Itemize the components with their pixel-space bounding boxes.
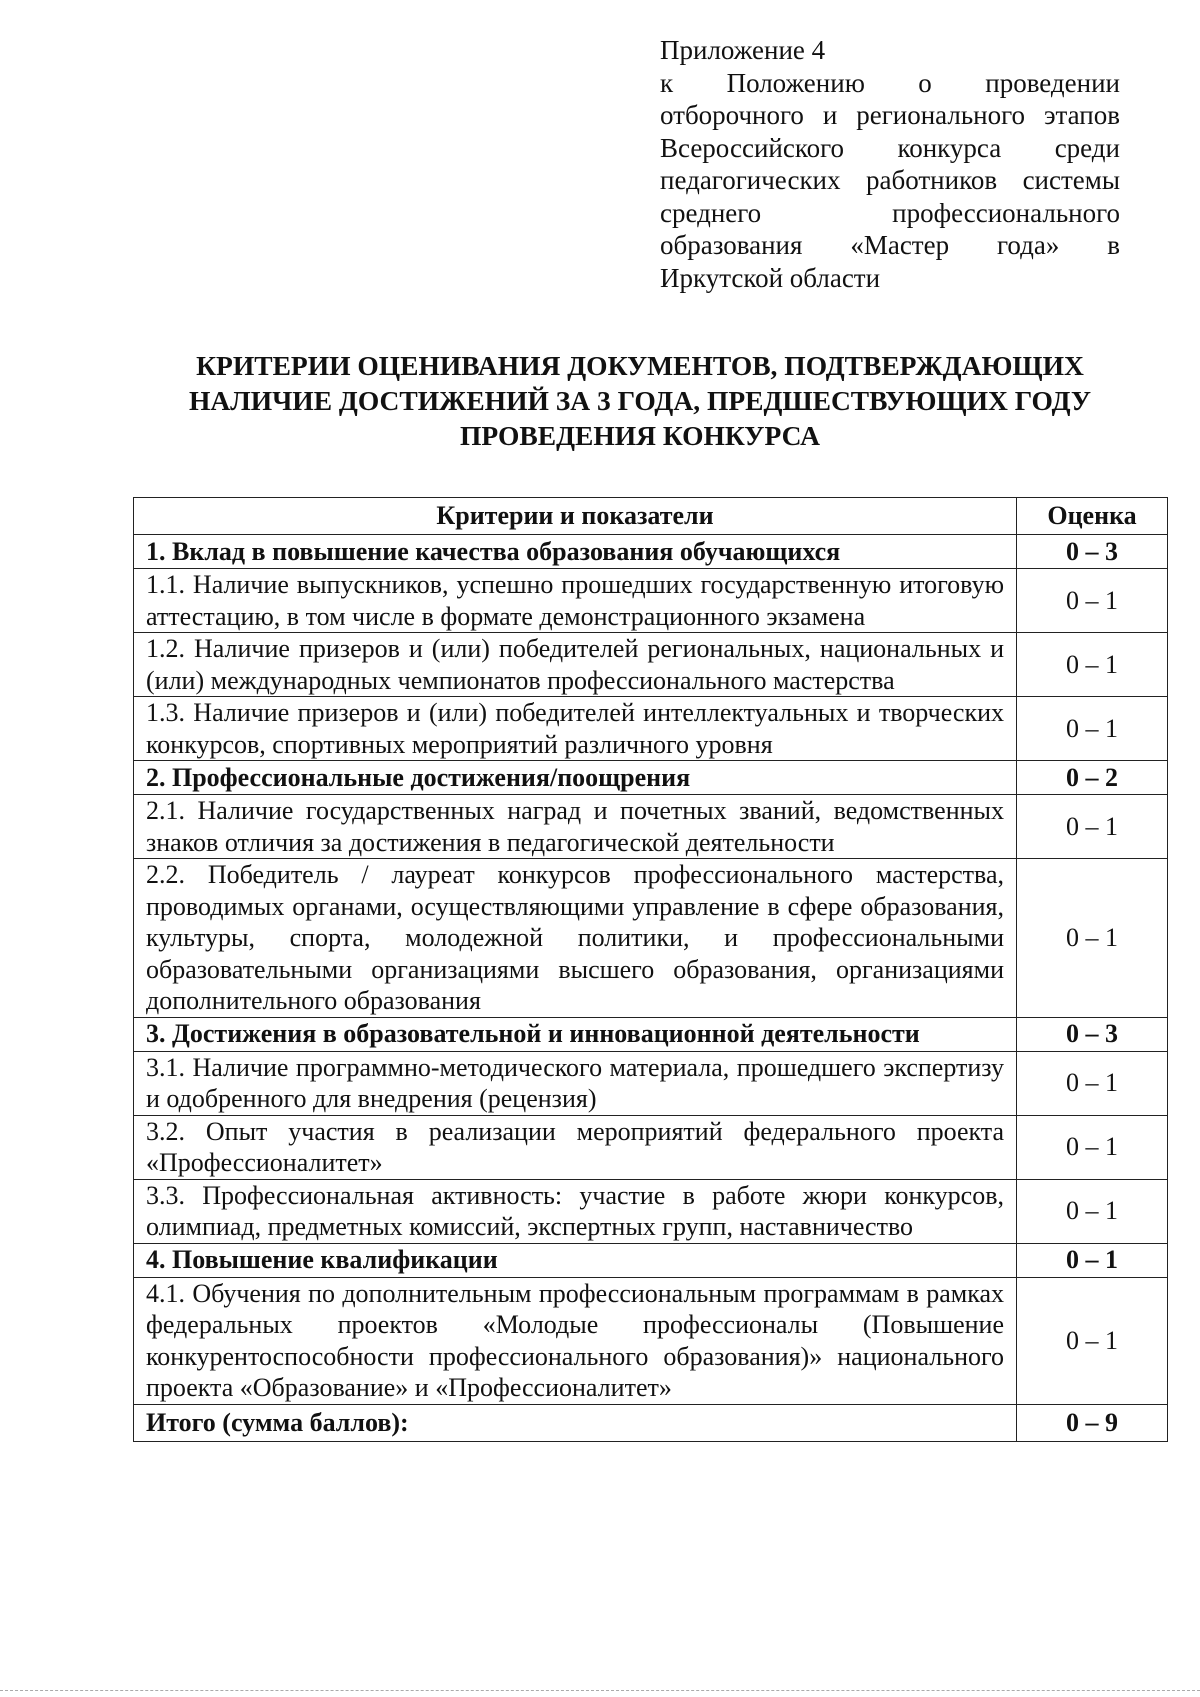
appendix-block <box>660 34 1120 294</box>
total-row <box>134 1404 1168 1441</box>
criterion-row <box>134 569 1168 633</box>
criterion-row <box>134 795 1168 859</box>
criteria-column-header: Критерии и показатели <box>134 498 1017 535</box>
appendix-line: к Положению о проведении <box>660 67 1120 98</box>
criteria-table <box>133 497 1168 1442</box>
score-column-header: Оценка <box>1017 498 1168 535</box>
criterion-text: 4.1. Обучения по дополнительным профессиональным программам в рамках федеральных проектов «Молодые профессионалы (Повышение конкурентоспособности профессионального образования)» национального проекта «Образование» и «Профессионалитет» <box>134 1277 1017 1404</box>
criterion-score: 0 – 1 <box>1017 1277 1168 1404</box>
criterion-row <box>134 1051 1168 1115</box>
appendix-line: Всероссийского конкурса среди <box>660 132 1120 163</box>
criterion-text: 2.1. Наличие государственных наград и почетных званий, ведомственных знаков отличия за достижения в педагогической деятельности <box>134 795 1017 859</box>
title-line-3: ПРОВЕДЕНИЯ КОНКУРСА <box>460 420 820 451</box>
section-score: 0 – 3 <box>1017 535 1168 569</box>
total-score: 0 – 9 <box>1017 1404 1168 1441</box>
criterion-score: 0 – 1 <box>1017 697 1168 761</box>
criterion-score: 0 – 1 <box>1017 859 1168 1018</box>
appendix-line: отборочного и регионального этапов <box>660 100 1120 130</box>
criterion-text: 1.2. Наличие призеров и (или) победителей региональных, национальных и (или) международных чемпионатов профессионального мастерства <box>134 633 1017 697</box>
criterion-row <box>134 859 1168 1018</box>
section-row <box>134 761 1168 795</box>
criterion-score: 0 – 1 <box>1017 633 1168 697</box>
table-header-row <box>134 498 1168 535</box>
section-title: 1. Вклад в повышение качества образования обучающихся <box>134 535 1017 569</box>
document-title <box>60 348 1200 453</box>
section-score: 0 – 2 <box>1017 761 1168 795</box>
criterion-text: 3.1. Наличие программно-методического материала, прошедшего экспертизу и одобренного для внедрения (рецензия) <box>134 1051 1017 1115</box>
page-bottom-divider <box>0 1690 1200 1692</box>
criterion-row <box>134 1179 1168 1243</box>
criterion-row <box>134 697 1168 761</box>
criterion-score: 0 – 1 <box>1017 795 1168 859</box>
total-label: Итого (сумма баллов): <box>134 1404 1017 1441</box>
criterion-text: 2.2. Победитель / лауреат конкурсов профессионального мастерства, проводимых органами, осуществляющими управление в сфере образования, культуры, спорта, молодежной политики, и профессиональными образовательными организациями высшего образования, организациями дополнительного образования <box>134 859 1017 1018</box>
appendix-line: педагогических работников системы <box>660 165 1120 195</box>
criterion-text: 1.1. Наличие выпускников, успешно прошедших государственную итоговую аттестацию, в том числе в формате демонстрационного экзамена <box>134 569 1017 633</box>
criterion-row <box>134 1277 1168 1404</box>
section-score: 0 – 3 <box>1017 1017 1168 1051</box>
appendix-line: среднего профессионального <box>660 197 1120 228</box>
title-line-1: КРИТЕРИИ ОЦЕНИВАНИЯ ДОКУМЕНТОВ, ПОДТВЕРЖДАЮЩИХ <box>196 350 1084 381</box>
criterion-score: 0 – 1 <box>1017 1051 1168 1115</box>
appendix-line: образования «Мастер года» в <box>660 230 1120 260</box>
criterion-score: 0 – 1 <box>1017 569 1168 633</box>
criterion-text: 3.3. Профессиональная активность: участие в работе жюри конкурсов, олимпиад, предметных комиссий, экспертных групп, наставничество <box>134 1179 1017 1243</box>
title-line-2: НАЛИЧИЕ ДОСТИЖЕНИЙ ЗА 3 ГОДА, ПРЕДШЕСТВУЮЩИХ ГОДУ <box>188 385 1092 416</box>
criterion-text: 3.2. Опыт участия в реализации мероприятий федерального проекта «Профессионалитет» <box>134 1115 1017 1179</box>
criterion-row <box>134 1115 1168 1179</box>
criterion-score: 0 – 1 <box>1017 1115 1168 1179</box>
appendix-line: Приложение 4 <box>660 35 826 65</box>
section-row <box>134 1017 1168 1051</box>
criterion-score: 0 – 1 <box>1017 1179 1168 1243</box>
section-score: 0 – 1 <box>1017 1243 1168 1277</box>
section-row <box>134 1243 1168 1277</box>
criterion-row <box>134 633 1168 697</box>
appendix-line: Иркутской области <box>660 262 881 293</box>
section-title: 3. Достижения в образовательной и инновационной деятельности <box>134 1017 1017 1051</box>
section-title: 4. Повышение квалификации <box>134 1243 1017 1277</box>
section-title: 2. Профессиональные достижения/поощрения <box>134 761 1017 795</box>
criterion-text: 1.3. Наличие призеров и (или) победителей интеллектуальных и творческих конкурсов, спортивных мероприятий различного уровня <box>134 697 1017 761</box>
section-row <box>134 535 1168 569</box>
